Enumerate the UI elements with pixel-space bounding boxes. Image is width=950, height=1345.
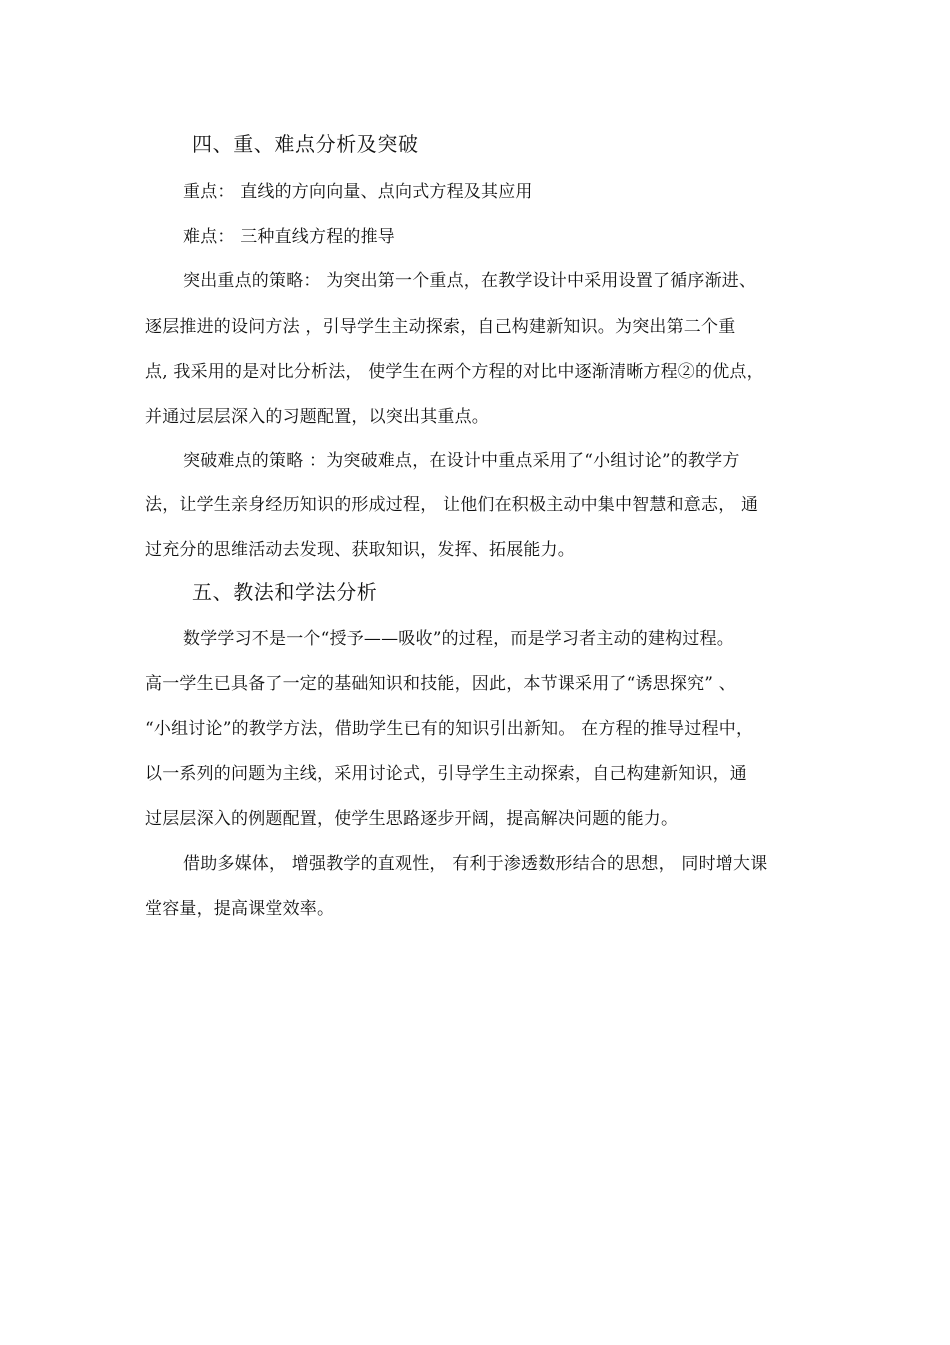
paragraph-line: 突出重点的策略： 为突出第一个重点，在教学设计中采用设置了循序渐进、 [183,271,757,291]
paragraph-line: 点, 我采用的是对比分析法， 使学生在两个方程的对比中逐渐清晰方程②的优点， [145,362,764,382]
difficulty-line: 难点： 三种直线方程的推导 [183,227,396,247]
paragraph-line: 过充分的思维活动去发现、获取知识，发挥、拓展能力。 [145,540,575,560]
paragraph-line: 数学学习不是一个“授予——吸收”的过程，而是学习者主动的建构过程。 [183,629,734,649]
section4-heading: 四、重、难点分析及突破 [192,132,419,156]
key-point-line: 重点： 直线的方向向量、点向式方程及其应用 [183,182,533,202]
paragraph-line: 逐层推进的设问方法 ，引导学生主动探索，自己构建新知识。为突出第二个重 [145,317,736,337]
paragraph-line: 以一系列的问题为主线，采用讨论式，引导学生主动探索，自己构建新知识，通 [145,764,747,784]
paragraph-line: 借助多媒体， 增强教学的直观性， 有利于渗透数形结合的思想， 同时增大课 [183,854,768,874]
paragraph-line: 法，让学生亲身经历知识的形成过程， 让他们在积极主动中集中智慧和意志， 通 [145,495,759,515]
paragraph-line: 堂容量，提高课堂效率。 [145,899,335,919]
paragraph-line: 过层层深入的例题配置，使学生思路逐步开阔，提高解决问题的能力。 [145,809,679,829]
paragraph-line: 突破难点的策略 ：为突破难点，在设计中重点采用了“小组讨论”的教学方 [183,451,740,471]
section5-heading: 五、教法和学法分析 [192,580,378,604]
paragraph-line: “小组讨论”的教学方法，借助学生已有的知识引出新知。 在方程的推导过程中， [145,719,754,739]
paragraph-line: 并通过层层深入的习题配置，以突出其重点。 [145,407,489,427]
paragraph-line: 高一学生已具备了一定的基础知识和技能，因此，本节课采用了“诱思探究” 、 [145,674,736,694]
